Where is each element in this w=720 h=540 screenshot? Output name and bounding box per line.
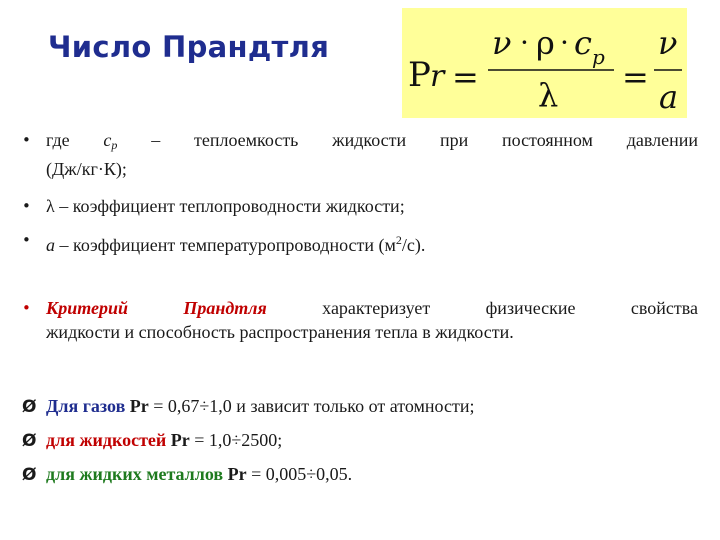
pr-symbol: Pr	[129, 396, 149, 416]
range-gases-value: = 0,67÷1,0 и зависит только от атомности;	[148, 396, 475, 416]
superscript-2: 2	[395, 233, 402, 247]
bullet-marker: •	[22, 131, 31, 149]
formula-rho: ρ	[536, 24, 555, 62]
formula-c-subscript: p	[592, 45, 605, 69]
formula-rhs-nu: ν	[658, 24, 678, 62]
arrow-bullet-icon: Ø	[22, 431, 37, 451]
formula-dot-2: ·	[560, 26, 569, 59]
prandtl-formula-box	[402, 8, 687, 118]
formula-dot-1: ·	[520, 26, 529, 59]
a-symbol: a	[46, 235, 55, 255]
formula-equals-2: =	[622, 58, 649, 96]
range-metals-label: для жидких металлов	[46, 464, 224, 484]
criterion-term: Критерий Прандтля	[46, 298, 267, 318]
range-gases-label: Для газов	[46, 396, 126, 416]
criterion-line2: жидкости и способность распространения тепла в жидкости.	[46, 322, 514, 342]
arrow-bullet-icon: Ø	[22, 465, 37, 485]
definition-cp-line2: (Дж/кг·К);	[46, 159, 127, 179]
formula-c: c	[574, 24, 592, 62]
formula-r: r	[430, 59, 445, 94]
formula-P: P	[408, 55, 431, 95]
formula-rhs-a: a	[659, 78, 679, 116]
pr-symbol: Pr	[227, 464, 247, 484]
formula-nu: ν	[492, 24, 512, 62]
arrow-bullet-icon: Ø	[22, 397, 37, 417]
definition-a-text: a – коэффициент температуропроводности $(м^2/с)$.	[46, 233, 426, 255]
cp-symbol: c	[103, 130, 112, 150]
formula-equals-1: =	[452, 58, 479, 96]
slide-title: Число Прандтля	[48, 30, 330, 64]
bullet-marker: •	[22, 231, 31, 249]
range-liquids-label: для жидкостей	[46, 430, 167, 450]
prandtl-formula	[402, 8, 687, 118]
bullet-marker: •	[22, 197, 31, 215]
range-liquids-value: = 1,0÷2500;	[189, 430, 283, 450]
criterion-line1: Критерий Прандтля характеризует физические свойства	[46, 298, 699, 318]
pr-symbol: Pr	[170, 430, 190, 450]
formula-lambda: λ	[538, 76, 559, 114]
range-metals-value: = 0,005÷0,05.	[246, 464, 353, 484]
definition-cp-line1: где $c_p$ – теплоемкость жидкости при постоянном давлении	[46, 130, 698, 152]
cp-subscript: p	[111, 138, 118, 152]
definition-lambda-text: λ – коэффициент теплопроводности жидкости;	[46, 196, 405, 216]
bullet-marker: •	[22, 299, 31, 317]
